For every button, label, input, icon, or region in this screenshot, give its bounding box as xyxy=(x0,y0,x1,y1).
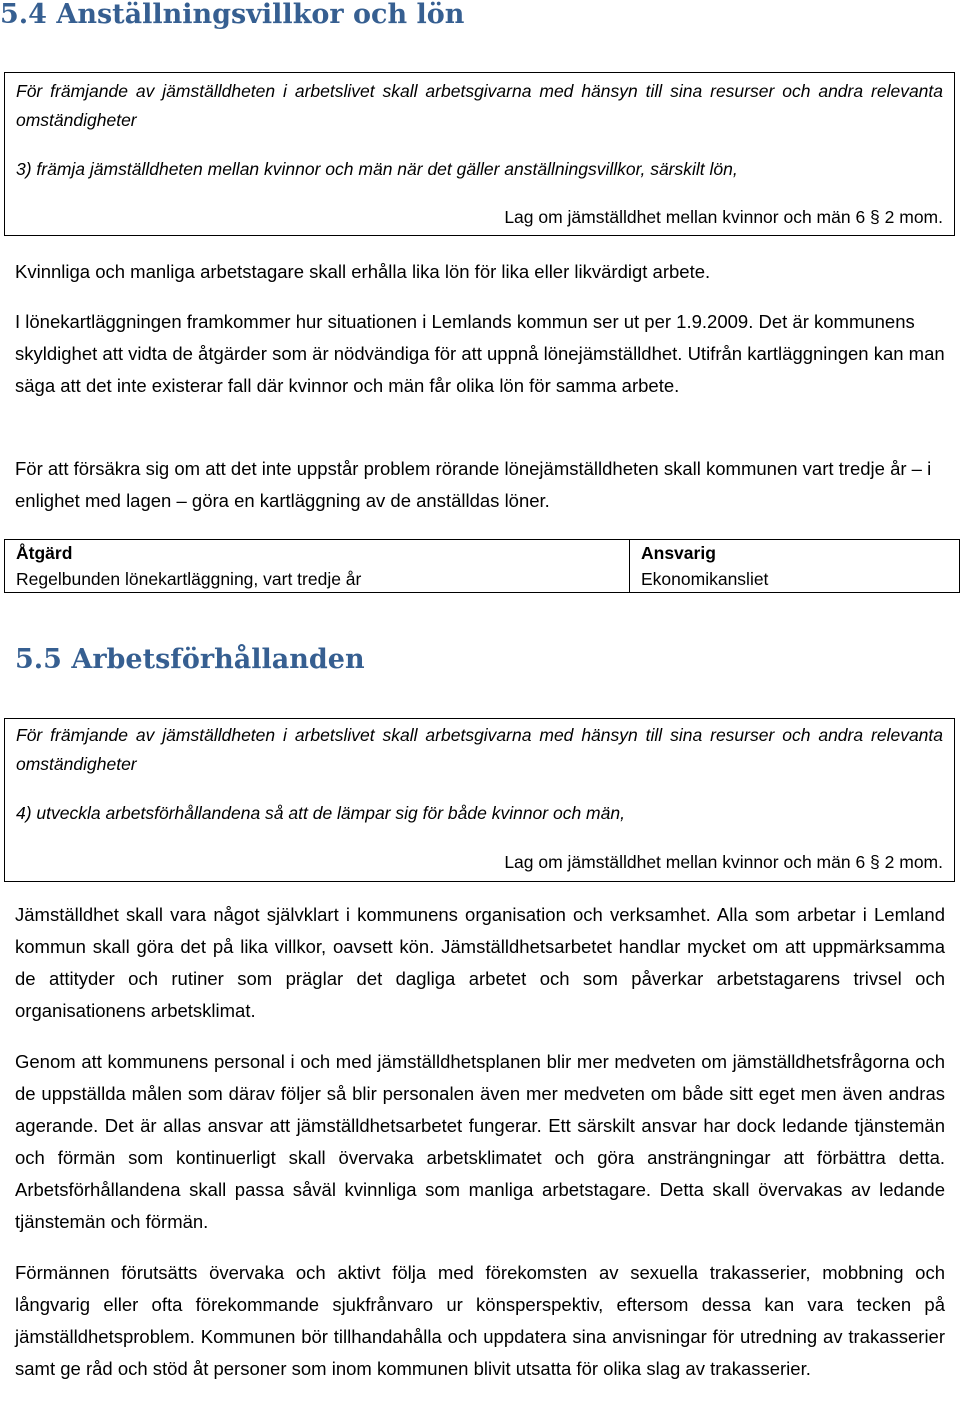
law-quote-point: 3) främja jämställdheten mellan kvinnor och män när det gäller anställningsvillkor, särskilt lön, xyxy=(16,159,738,179)
responsible-cell: Ekonomikansliet xyxy=(641,569,769,589)
paragraph-equality-self-evident: Jämställdhet skall vara något självklart i kommunens organisation och verksamhet. Alla som arbetar i Lemland kommun skall göra det på lika villkor, oavsett kön. Jämställdhetsarbetet handlar mycket om att uppmärksamma de attityder och rutiner som präglar det dagliga arbetet och som påverkar arbetstagarens trivsel och organisationens arbetsklimat. xyxy=(15,904,945,1021)
law-reference: Lag om jämställdhet mellan kvinnor och män 6 § 2 mom. xyxy=(504,207,943,227)
action-table xyxy=(4,539,960,593)
paragraph-survey-interval: För att försäkra sig om att det inte uppstår problem rörande lönejämställdheten skall kommunen vart tredje år – i enlighet med lagen – göra en kartläggning av de anställdas löner. xyxy=(15,458,932,511)
law-quote-box-conditions xyxy=(4,718,955,882)
action-header: Åtgärd xyxy=(16,543,73,563)
section-heading-anstallningsvillkor: 5.4 Anställningsvillkor och lön xyxy=(0,0,465,30)
paragraph-harassment-monitoring: Förmännen förutsätts övervaka och aktivt följa med förekomsten av sexuella trakasserier, mobbning och långvarig eller ofta förekommande sjukfrånvaro ur könsperspektiv, eftersom dessa kan vara tecken på jämställdhetsproblem. Kommunen bör tillhandahålla och uppdatera sina anvisningar för utredning av trakasserier samt ge råd och stöd åt personer som inom kommunen blivit utsatta för olika slag av trakasserier. xyxy=(15,1262,945,1379)
paragraph-staff-awareness: Genom att kommunens personal i och med jämställdhetsplanen blir mer medveten om jämställdhetsfrågorna och de uppställda målen som därav följer så blir personalen även mer medveten om både sitt eget men även andras agerande. Det är allas ansvar att jämställdhetsarbetet fungerar. Ett särskilt ansvar har dock ledande tjänstemän och förmän som kontinuerligt skall övervaka arbetsklimatet och göra ansträngningar att förbättra detta. Arbetsförhållandena skall passa såväl kvinnliga som manliga arbetstagare. Detta skall övervakas av ledande tjänstemän och förmän. xyxy=(15,1051,945,1232)
law-quote-intro: För främjande av jämställdheten i arbetslivet skall arbetsgivarna med hänsyn till sina resurser och andra relevanta omständigheter xyxy=(16,81,943,130)
section-heading-arbetsforhallanden: 5.5 Arbetsförhållanden xyxy=(15,644,365,675)
law-quote-box-salary xyxy=(4,72,955,236)
responsible-header: Ansvarig xyxy=(641,543,716,563)
action-cell: Regelbunden lönekartläggning, vart tredje år xyxy=(16,569,362,589)
law-reference: Lag om jämställdhet mellan kvinnor och män 6 § 2 mom. xyxy=(504,852,943,872)
law-quote-intro: För främjande av jämställdheten i arbetslivet skall arbetsgivarna med hänsyn till sina resurser och andra relevanta omständigheter xyxy=(16,725,943,774)
paragraph-equal-pay: Kvinnliga och manliga arbetstagare skall erhålla lika lön för lika eller likvärdigt arbete. xyxy=(15,261,711,282)
law-quote-point: 4) utveckla arbetsförhållandena så att de lämpar sig för både kvinnor och män, xyxy=(16,803,625,823)
responsible-column xyxy=(630,540,960,593)
action-column xyxy=(5,540,630,593)
paragraph-salary-survey: I lönekartläggningen framkommer hur situationen i Lemlands kommun ser ut per 1.9.2009. Det är kommunens skyldighet att vidta de åtgärder som är nödvändiga för att uppnå lönejämställdhet. Utifrån kartläggningen kan man säga att det inte existerar fall där kvinnor och män får olika lön för samma arbete. xyxy=(15,311,945,396)
